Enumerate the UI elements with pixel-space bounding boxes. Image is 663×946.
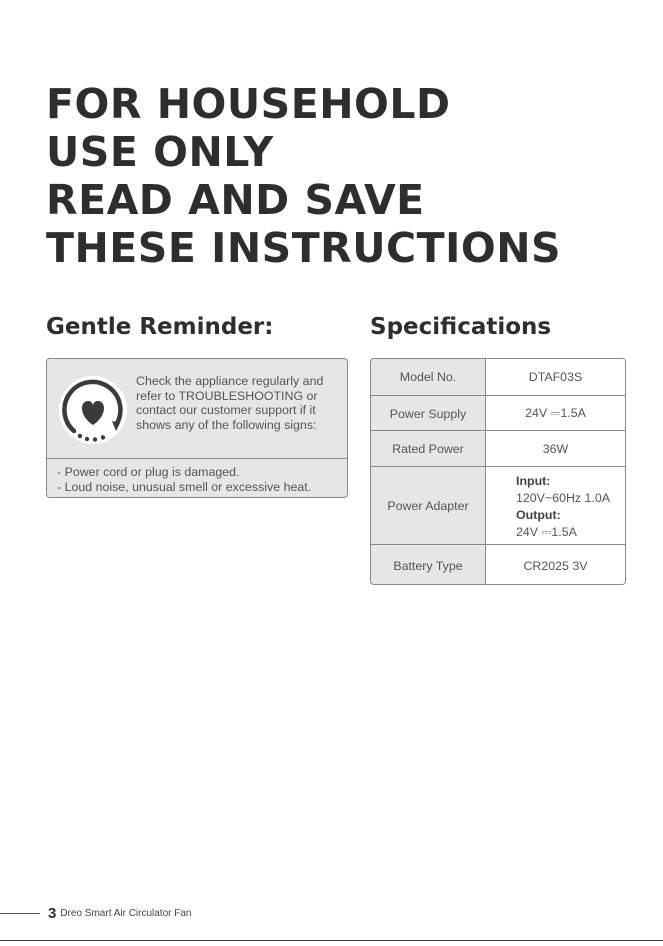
specifications-title: Specifications xyxy=(370,314,552,340)
headline-line: THESE INSTRUCTIONS xyxy=(46,224,562,272)
spec-label: Power Supply xyxy=(389,406,467,421)
reminder-text: Check the appliance regularly and refer to TROUBLESHOOTING or contact our customer support if it shows any of the following signs: xyxy=(136,374,324,432)
list-item: - Power cord or plug is damaged. xyxy=(57,465,240,479)
headline-line: USE ONLY xyxy=(46,128,274,176)
table-row xyxy=(371,359,625,395)
adapter-input-value: 120V~60Hz 1.0A xyxy=(516,491,611,505)
specifications-table xyxy=(370,358,626,585)
spec-value xyxy=(485,467,625,545)
adapter-input-label: Input: xyxy=(516,474,551,488)
spec-label: Power Adapter xyxy=(387,499,469,513)
bottom-rule xyxy=(0,940,663,941)
spec-value: DTAF03S xyxy=(485,359,625,395)
reminder-divider xyxy=(47,458,347,459)
headline-line: READ AND SAVE xyxy=(46,176,425,224)
table-row xyxy=(371,544,625,585)
page-number: 3 xyxy=(48,905,57,922)
heart-cycle-icon xyxy=(56,373,130,447)
headline-line: FOR HOUSEHOLD xyxy=(46,80,451,128)
reminder-top xyxy=(47,359,347,458)
spec-label: Rated Power xyxy=(392,442,464,456)
reminder-signs-list xyxy=(57,465,347,494)
adapter-output-label: Output: xyxy=(516,508,561,522)
footer-line xyxy=(0,913,40,914)
spec-value: 24V ⎓1.5A xyxy=(485,396,625,431)
list-item: - Loud noise, unusual smell or excessive heat. xyxy=(57,479,312,494)
table-row xyxy=(371,395,625,431)
reminder-title: Gentle Reminder: xyxy=(46,314,274,340)
reminder-box xyxy=(46,358,348,498)
main-headline xyxy=(46,80,561,272)
spec-value: 36W xyxy=(485,431,625,467)
product-name: Dreo Smart Air Circulator Fan xyxy=(60,908,192,919)
spec-label: Model No. xyxy=(399,370,457,384)
spec-label: Battery Type xyxy=(393,559,463,573)
adapter-output-value: 24V ⎓1.5A xyxy=(516,525,577,539)
table-row xyxy=(371,430,625,467)
table-row xyxy=(371,466,625,545)
spec-value: CR2025 3V xyxy=(485,545,625,585)
page-footer xyxy=(48,905,192,922)
